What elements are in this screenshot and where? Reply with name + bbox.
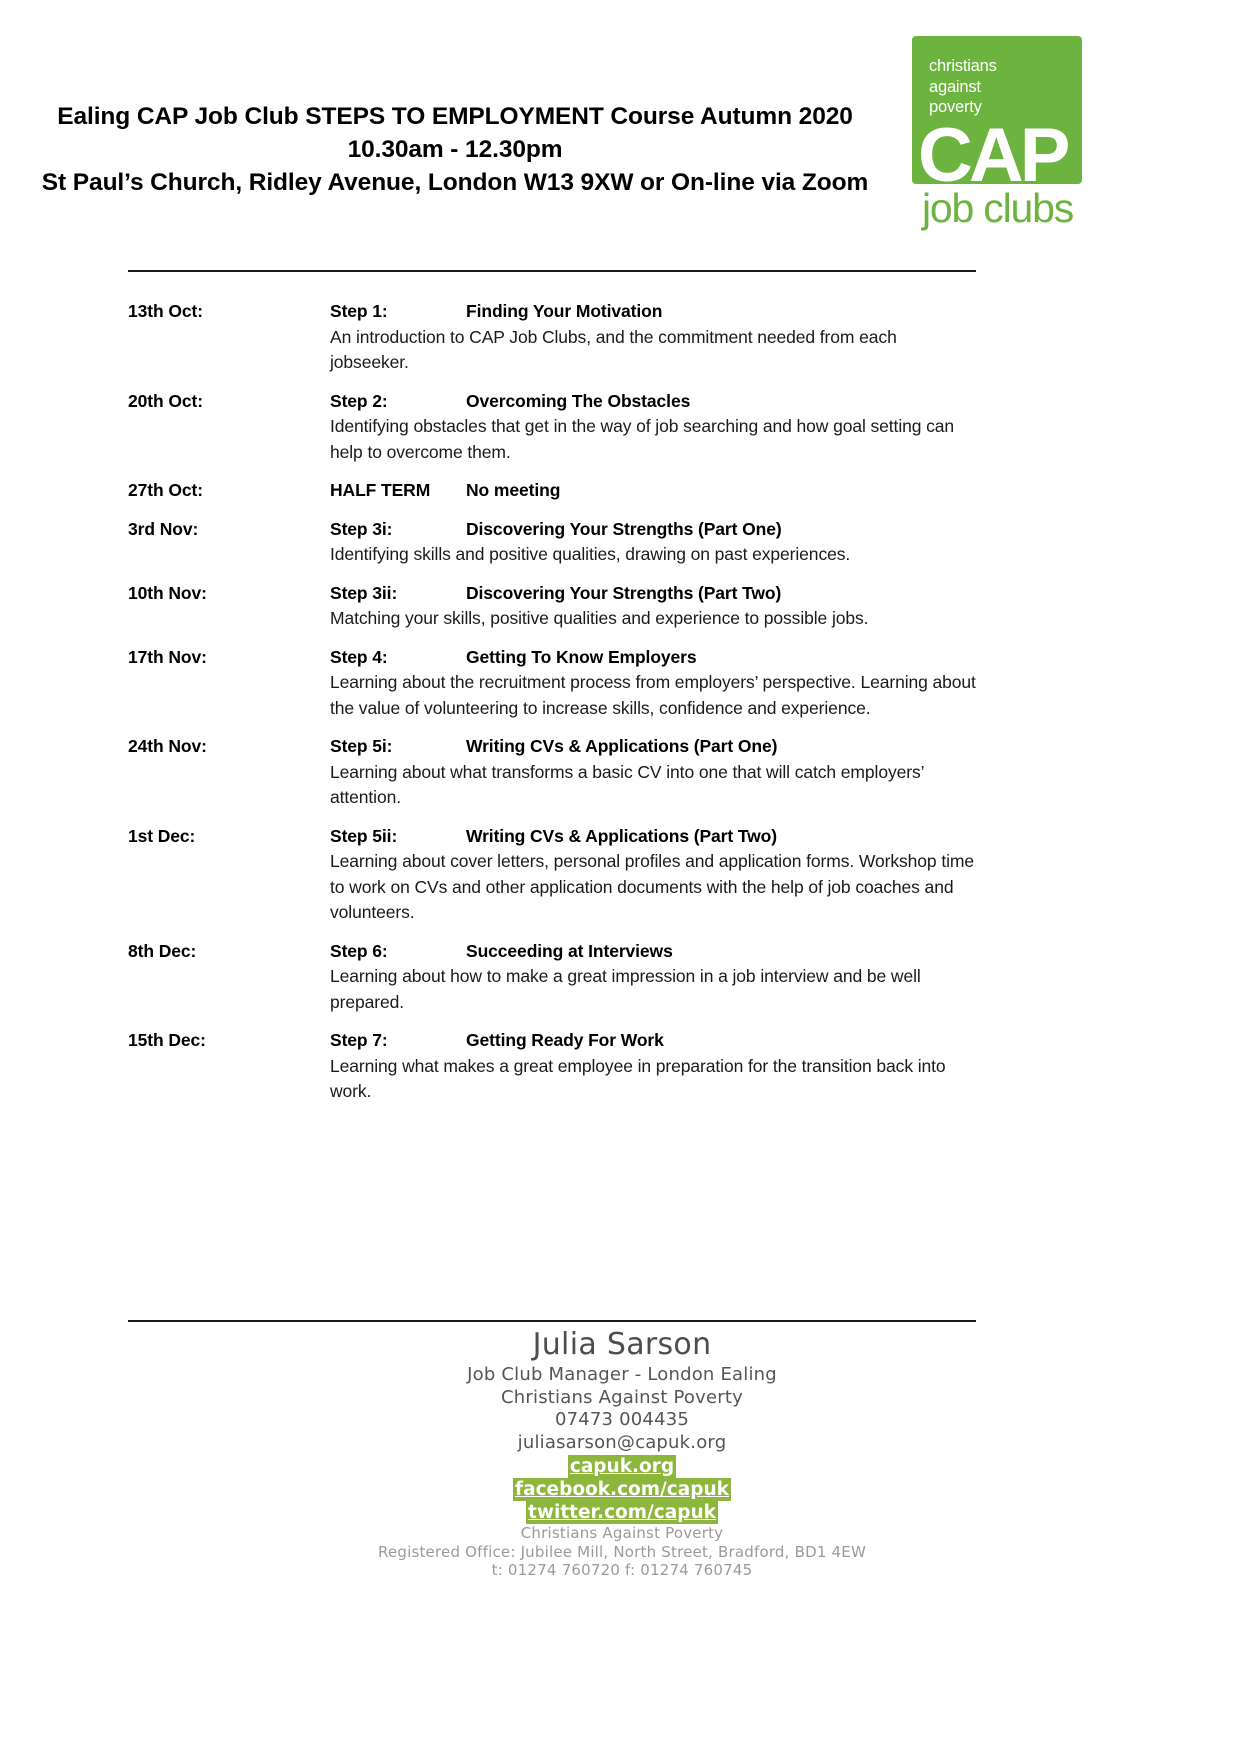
entry-step-label: Step 1: bbox=[330, 301, 388, 321]
contact-role: Job Club Manager - London Ealing bbox=[467, 1364, 777, 1385]
schedule-entry bbox=[128, 939, 1008, 1016]
entry-date: 15th Dec: bbox=[128, 1030, 206, 1050]
entry-date: 17th Nov: bbox=[128, 646, 207, 667]
entry-heading bbox=[330, 478, 1008, 504]
entry-title: Succeeding at Interviews bbox=[466, 940, 673, 961]
entry-step-label: Step 5ii: bbox=[330, 825, 398, 846]
entry-description: Learning about the recruitment process from employers’ perspective. Learning about the value of volunteering to increase skills, confidence and experience. bbox=[330, 672, 976, 718]
entry-heading bbox=[330, 299, 1008, 325]
link-twitter[interactable]: twitter.com/capuk bbox=[528, 1502, 716, 1523]
entry-body bbox=[330, 478, 1008, 504]
entry-title: Getting Ready For Work bbox=[466, 1030, 664, 1050]
footer-link-list bbox=[0, 1455, 1244, 1524]
schedule-entry bbox=[128, 478, 1008, 504]
entry-step-label: Step 6: bbox=[330, 940, 388, 961]
footer-divider bbox=[128, 1320, 976, 1322]
entry-date: 8th Dec: bbox=[128, 940, 197, 961]
entry-heading bbox=[330, 517, 1008, 543]
schedule-entry bbox=[128, 1028, 1008, 1105]
entry-title: Discovering Your Strengths (Part One) bbox=[466, 518, 782, 539]
entry-heading bbox=[330, 824, 1008, 850]
schedule-entry bbox=[128, 581, 1008, 632]
entry-description: Learning about what transforms a basic CV into one that will catch employers’ attention. bbox=[330, 761, 924, 807]
schedule-entry bbox=[128, 389, 1008, 466]
entry-body bbox=[330, 645, 1008, 722]
entry-description: An introduction to CAP Job Clubs, and the commitment needed from each jobseeker. bbox=[330, 326, 897, 372]
entry-body bbox=[330, 299, 1008, 376]
entry-title: Writing CVs & Applications (Part One) bbox=[466, 736, 778, 756]
entry-body bbox=[330, 734, 1008, 811]
entry-step-label: Step 7: bbox=[330, 1030, 388, 1050]
entry-body bbox=[330, 581, 1008, 632]
entry-description: Identifying skills and positive qualities, drawing on past experiences. bbox=[330, 544, 851, 564]
entry-heading bbox=[330, 581, 1008, 607]
logo-strapline: christians against poverty bbox=[929, 57, 997, 116]
entry-body bbox=[330, 1028, 1008, 1105]
document-header bbox=[0, 0, 1244, 250]
entry-date: 1st Dec: bbox=[128, 825, 196, 846]
logo-sub-label: job clubs bbox=[922, 185, 1074, 231]
course-schedule-list bbox=[128, 299, 1008, 1118]
entry-step-label: Step 5i: bbox=[330, 736, 393, 756]
entry-description: Learning about cover letters, personal profiles and application forms. Workshop time to work on CVs and other application documents with the help of job coaches and volunteers. bbox=[330, 851, 974, 922]
entry-heading bbox=[330, 645, 1008, 671]
entry-date: 20th Oct: bbox=[128, 390, 203, 411]
entry-title: Getting To Know Employers bbox=[466, 646, 697, 667]
entry-description: Learning about how to make a great impression in a job interview and be well prepared. bbox=[330, 966, 921, 1012]
signature-footer bbox=[0, 1326, 1244, 1579]
contact-name: Julia Sarson bbox=[532, 1327, 712, 1362]
entry-title: Discovering Your Strengths (Part Two) bbox=[466, 582, 782, 603]
entry-heading bbox=[330, 939, 1008, 965]
entry-step-label: Step 4: bbox=[330, 646, 388, 667]
entry-body bbox=[330, 939, 1008, 1016]
title-line-3: St Paul’s Church, Ridley Avenue, London W13 9XW or On-line via Zoom bbox=[41, 169, 869, 196]
entry-date: 3rd Nov: bbox=[128, 518, 199, 539]
entry-title: Finding Your Motivation bbox=[466, 301, 663, 321]
title-line-1: Ealing CAP Job Club STEPS TO EMPLOYMENT Course Autumn 2020 bbox=[57, 103, 853, 130]
entry-step-label: Step 3ii: bbox=[330, 582, 398, 603]
entry-heading bbox=[330, 389, 1008, 415]
entry-step-label: Step 3i: bbox=[330, 518, 393, 539]
schedule-entry bbox=[128, 299, 1008, 376]
entry-title: Overcoming The Obstacles bbox=[466, 390, 691, 411]
schedule-entry bbox=[128, 517, 1008, 568]
logo-acronym: CAP bbox=[918, 113, 1067, 198]
schedule-entry bbox=[128, 645, 1008, 722]
cap-job-clubs-logo bbox=[912, 36, 1088, 236]
entry-description: Identifying obstacles that get in the way of job searching and how goal setting can help to overcome them. bbox=[330, 416, 955, 462]
entry-title: No meeting bbox=[466, 480, 561, 500]
contact-numbers: t: 01274 760720 f: 01274 760745 bbox=[491, 1561, 753, 1579]
header-divider bbox=[128, 270, 976, 272]
entry-title: Writing CVs & Applications (Part Two) bbox=[466, 825, 777, 846]
legal-organisation: Christians Against Poverty bbox=[520, 1524, 724, 1542]
schedule-entry bbox=[128, 734, 1008, 811]
entry-step-label: Step 2: bbox=[330, 390, 388, 411]
entry-date: 10th Nov: bbox=[128, 582, 207, 603]
title-line-2: 10.30am - 12.30pm bbox=[347, 136, 563, 163]
contact-email: juliasarson@capuk.org bbox=[517, 1431, 727, 1453]
registered-office: Registered Office: Jubilee Mill, North Street, Bradford, BD1 4EW bbox=[377, 1543, 866, 1561]
entry-heading bbox=[330, 1028, 1008, 1054]
entry-heading bbox=[330, 734, 1008, 760]
entry-body bbox=[330, 517, 1008, 568]
entry-body bbox=[330, 389, 1008, 466]
contact-phone: 07473 004435 bbox=[554, 1409, 690, 1430]
entry-date: 13th Oct: bbox=[128, 301, 203, 321]
entry-step-label: HALF TERM bbox=[330, 480, 431, 500]
entry-body bbox=[330, 824, 1008, 926]
link-facebook[interactable]: facebook.com/capuk bbox=[515, 1479, 729, 1500]
link-capuk-website[interactable]: capuk.org bbox=[569, 1456, 675, 1477]
schedule-entry bbox=[128, 824, 1008, 926]
entry-description: Matching your skills, positive qualities and experience to possible jobs. bbox=[330, 608, 869, 628]
entry-description: Learning what makes a great employee in preparation for the transition back into work. bbox=[330, 1055, 946, 1101]
contact-organisation: Christians Against Poverty bbox=[501, 1386, 743, 1408]
entry-date: 24th Nov: bbox=[128, 736, 207, 756]
entry-date: 27th Oct: bbox=[128, 480, 203, 500]
page-title bbox=[0, 100, 910, 199]
